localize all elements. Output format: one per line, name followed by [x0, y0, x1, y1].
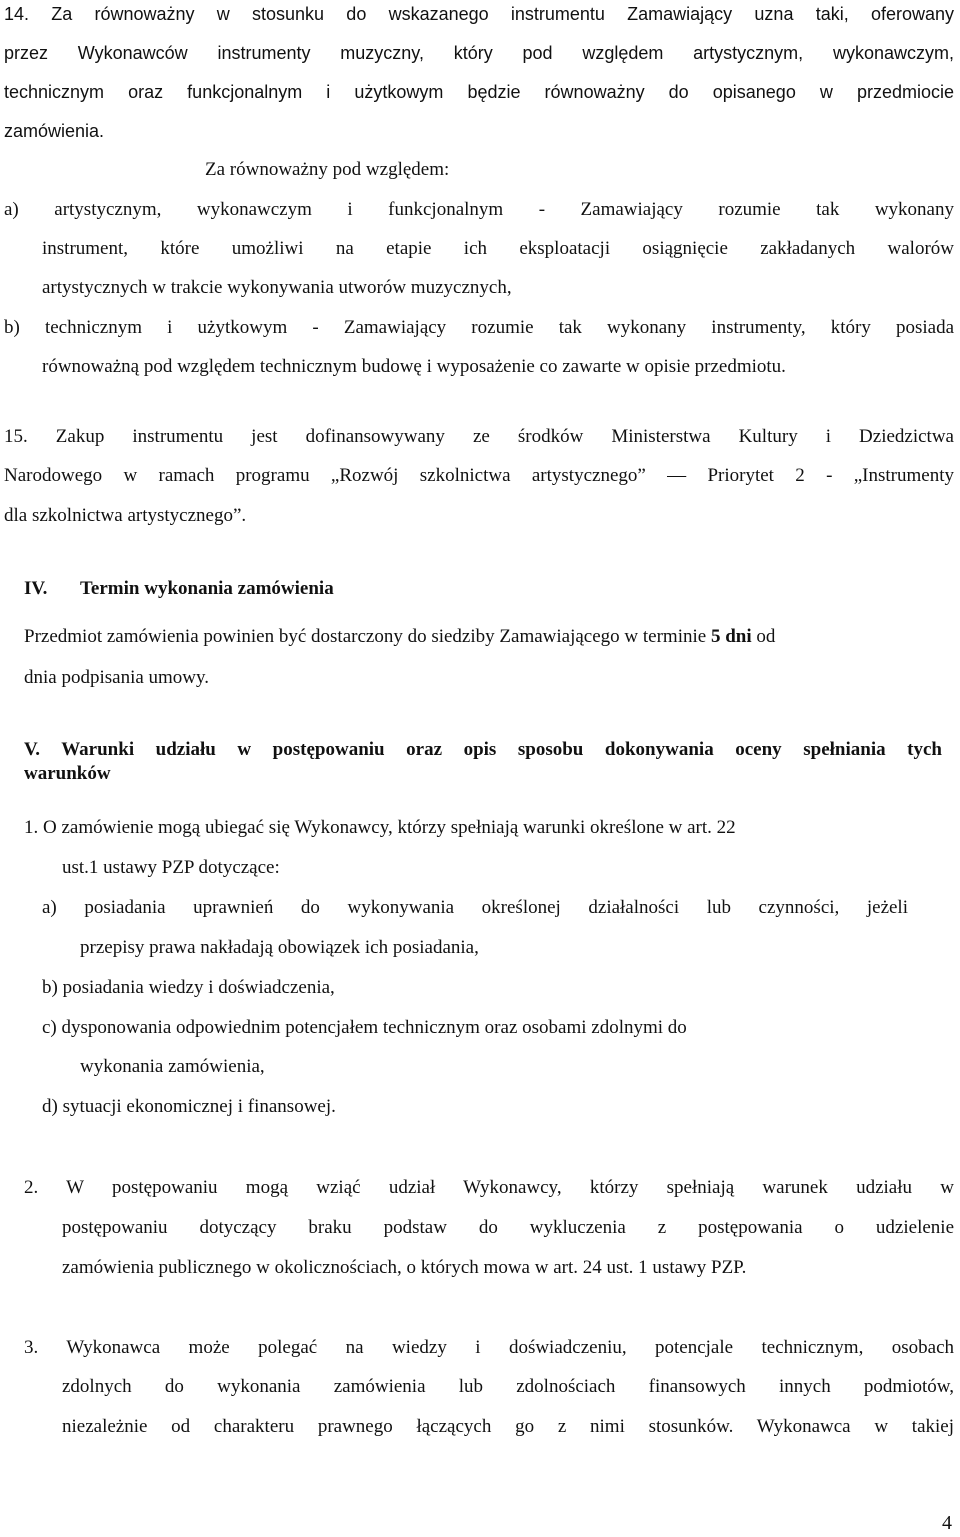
p14-equivalent-intro: Za równoważny pod względem: — [205, 159, 450, 180]
p15-line-1: 15. Zakup instrumentu jest dofinansowywany ze środków Ministerstwa Kultury i Dziedzictwa — [4, 426, 954, 447]
p14-item-a-line-2: instrument, które umożliwi na etapie ich eksploatacji osiągnięcie zakładanych walorów — [42, 238, 954, 259]
p15-line-2: Narodowego w ramach programu „Rozwój szkolnictwa artystycznego” — Priorytet 2 - „Instrumenty — [4, 465, 954, 486]
p14-item-a-line-1: a) artystycznym, wykonawczym i funkcjonalnym - Zamawiający rozumie tak wykonany — [4, 199, 954, 220]
condition-1-item-c-line-1: c) dysponowania odpowiednim potencjałem technicznym oraz osobami zdolnymi do — [42, 1017, 687, 1038]
p14-item-a-line-3: artystycznych w trakcie wykonywania utworów muzycznych, — [42, 277, 512, 298]
section-4-deadline: 5 dni — [710, 626, 752, 647]
condition-3-line-1: 3. Wykonawca może polegać na wiedzy i doświadczeniu, potencjale technicznym, osobach — [24, 1337, 954, 1358]
section-4-number: IV. — [24, 578, 48, 599]
p14-line-3: technicznym oraz funkcjonalnym i użytkowym będzie równoważny do opisanego w przedmiocie — [4, 82, 954, 102]
page-number: 4 — [942, 1512, 952, 1534]
condition-1-item-b: b) posiadania wiedzy i doświadczenia, — [42, 977, 335, 998]
condition-3-line-3: niezależnie od charakteru prawnego łączących go z nimi stosunków. Wykonawca w takiej — [62, 1416, 954, 1437]
section-5-title-line-2: warunków — [24, 763, 111, 784]
section-4-text-line-1 — [24, 625, 775, 649]
section-5-title-line-1: V. Warunki udziału w postępowaniu oraz opis sposobu dokonywania oceny spełniania tych — [24, 739, 942, 760]
p15-line-3: dla szkolnictwa artystycznego”. — [4, 505, 247, 526]
condition-2-line-3: zamówienia publicznego w okolicznościach, o których mowa w art. 24 ust. 1 ustawy PZP. — [62, 1257, 747, 1278]
p14-item-b-line-2: równoważną pod względem technicznym budowę i wyposażenie co zawarte w opisie przedmiotu. — [42, 356, 786, 377]
p14-item-b-line-1: b) technicznym i użytkowym - Zamawiający rozumie tak wykonany instrumenty, który posiada — [4, 317, 954, 338]
condition-2-line-1: 2. W postępowaniu mogą wziąć udział Wykonawcy, którzy spełniają warunek udziału w — [24, 1177, 954, 1198]
condition-3-line-2: zdolnych do wykonania zamówienia lub zdolnościach finansowych innych podmiotów, — [62, 1376, 954, 1397]
condition-1-line-1: 1. O zamówienie mogą ubiegać się Wykonawcy, którzy spełniają warunki określone w art. 22 — [24, 817, 736, 838]
condition-1-item-d: d) sytuacji ekonomicznej i finansowej. — [42, 1096, 336, 1117]
section-4-title: Termin wykonania zamówienia — [80, 578, 334, 599]
condition-1-item-c-line-2: wykonania zamówienia, — [80, 1056, 265, 1077]
condition-2-line-2: postępowaniu dotyczący braku podstaw do wykluczenia z postępowania o udzielenie — [62, 1217, 954, 1238]
section-4-text-c: od — [751, 626, 776, 647]
p14-line-1: 14. Za równoważny w stosunku do wskazanego instrumentu Zamawiający uzna taki, oferowany — [4, 4, 954, 24]
condition-1-item-a-line-2: przepisy prawa nakładają obowiązek ich posiadania, — [80, 937, 479, 958]
condition-1-line-2: ust.1 ustawy PZP dotyczące: — [62, 857, 280, 878]
condition-1-item-a-line-1: a) posiadania uprawnień do wykonywania określonej działalności lub czynności, jeżeli — [42, 897, 908, 918]
section-4-text-line-2: dnia podpisania umowy. — [24, 667, 210, 688]
p14-line-4: zamówienia. — [4, 121, 105, 141]
p14-line-2: przez Wykonawców instrumenty muzyczny, który pod względem artystycznym, wykonawczym, — [4, 43, 954, 63]
section-4-text-a: Przedmiot zamówienia powinien być dostarczony do siedziby Zamawiającego w terminie — [24, 626, 711, 647]
